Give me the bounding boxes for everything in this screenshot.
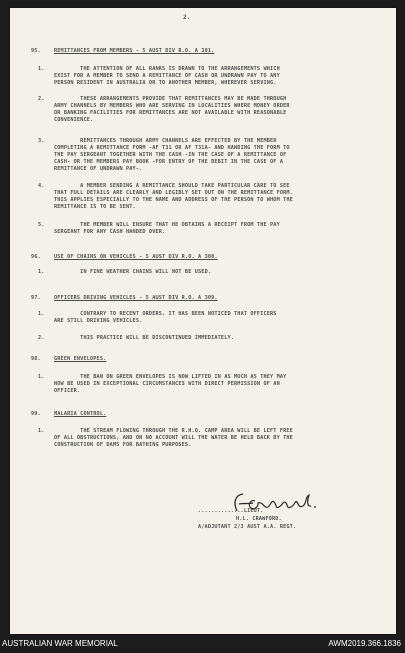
paragraph-line: THE ATTENTION OF ALL RANKS IS DRAWN TO THE ARRANGEMENTS WHICH bbox=[54, 66, 280, 72]
paragraph-line: THE PAY SERGEANT TOGETHER WITH THE CASH -IN THE CASE OF A REMITTANCE OF bbox=[54, 152, 287, 158]
paragraph-number: 3. bbox=[38, 138, 45, 144]
signatory-title: A/ADJUTANT 2/3 AUST A.A. REGT. bbox=[198, 524, 297, 530]
catalogue-number: AWM2019.366.1836 bbox=[328, 639, 401, 648]
paragraph-line: THIS APPLIES ESPECIALLY TO THE NAME AND ADDRESS OF THE PERSON TO WHOM THE bbox=[54, 197, 293, 203]
paragraph-number: 1. bbox=[38, 269, 45, 275]
paragraph-line: A MEMBER SENDING A REMITTANCE SHOULD TAKE PARTICULAR CARE TO SEE bbox=[54, 183, 290, 189]
paragraph-line: IN FINE WEATHER CHAINS WILL NOT BE USED. bbox=[54, 269, 212, 275]
section-number: 95. bbox=[31, 48, 41, 54]
paragraph-number: 1. bbox=[38, 66, 45, 72]
paragraph-number: 5. bbox=[38, 222, 45, 228]
paragraph-line: ARMY CHANNELS BY MEMBERS WHO ARE SERVING IN LOCALITIES WHERE MONEY ORDER bbox=[54, 103, 290, 109]
paragraph-number: 1. bbox=[38, 428, 45, 434]
paragraph-line: CASH- OR THE MEMBERS PAY BOOK -FOR ENTRY OF THE DEBIT IN THE CASE OF A bbox=[54, 159, 284, 165]
paragraph-line: ARE STILL DRIVING VEHICLES. bbox=[54, 318, 143, 324]
paragraph-line: OF ALL OBSTRUCTIONS, AND ON NO ACCOUNT WILL THE WATER BE HELD BACK BY THE bbox=[54, 435, 293, 441]
section-number: 96. bbox=[31, 254, 41, 260]
paragraph-line: OR BANKING FACILITIES FOR REMITTANCES ARE NOT AVAILABLE WITH REASONABLE bbox=[54, 110, 287, 116]
paragraph-line: OFFICER. bbox=[54, 388, 81, 394]
section-heading: MALARIA CONTROL. bbox=[54, 411, 107, 417]
paragraph-line: PERSON RESIDENT IN AUSTRALIA OR TO ANOTHER MEMBER, WHEREVER SERVING. bbox=[54, 80, 277, 86]
paragraph-line: SERGEANT FOR ANY CASH HANDED OVER. bbox=[54, 229, 166, 235]
paragraph-number: 4. bbox=[38, 183, 45, 189]
page-number: 2. bbox=[183, 14, 191, 21]
paragraph-line: THE BAN ON GREEN ENVELOPES IS NOW LIFTED IN AS MUCH AS THEY MAY bbox=[54, 374, 287, 380]
paragraph-line: THE STREAM FLOWING THROUGH THE R.H.Q. CAMP AREA WILL BE LEFT FREE bbox=[54, 428, 293, 434]
section-heading: GREEN ENVELOPES. bbox=[54, 356, 107, 362]
paragraph-line: REMITTANCES THROUGH ARMY CHANNELS ARE EFFECTED BY THE MEMBER bbox=[54, 138, 277, 144]
section-heading: OFFICERS DRIVING VEHICLES - 5 AUST DIV R.O. A 309. bbox=[54, 295, 218, 301]
paragraph-number: 1. bbox=[38, 311, 45, 317]
paragraph-number: 2. bbox=[38, 335, 45, 341]
paragraph-line: THESE ARRANGEMENTS PROVIDE THAT REMITTANCES MAY BE MADE THROUGH bbox=[54, 96, 287, 102]
paragraph-number: 2. bbox=[38, 96, 45, 102]
paragraph-line: CONTRARY TO RECENT ORDERS, IT HAS BEEN NOTICED THAT OFFICERS bbox=[54, 311, 277, 317]
paragraph-line: COMPLETING A REMITTANCE FORM -AF T31 OR AF T31A- AND HANDING THE FORM TO bbox=[54, 145, 290, 151]
section-number: 99. bbox=[31, 411, 41, 417]
paragraph-line: REMITTANCE IS TO BE SENT. bbox=[54, 204, 136, 210]
institution-name: AUSTRALIAN WAR MEMORIAL bbox=[2, 639, 118, 648]
paragraph-line: THE MEMBER WILL ENSURE THAT HE OBTAINS A RECEIPT FROM THE PAY bbox=[54, 222, 280, 228]
paragraph-line: THIS PRACTICE WILL BE DISCONTINUED IMMEDIATELY. bbox=[54, 335, 235, 341]
paragraph-number: 1. bbox=[38, 374, 45, 380]
handwritten-signature bbox=[225, 491, 325, 519]
section-heading: USE OF CHAINS ON VEHICLES - 5 AUST DIV R.O. A 308. bbox=[54, 254, 218, 260]
footer-bar bbox=[0, 635, 405, 653]
paragraph-line: CONSTRUCTION OF DAMS FOR BATHING PURPOSES. bbox=[54, 442, 192, 448]
signatory-name: H.L. CRAWFORD. bbox=[236, 516, 282, 522]
paragraph-line: REMITTANCE OF UNDRAWN PAY-. bbox=[54, 166, 143, 172]
paragraph-line: CONVENIENCE. bbox=[54, 117, 94, 123]
paragraph-line: NOW BE USED IN EXCEPTIONAL CIRCUMSTANCES WITH DIRECT PERMISSION OF AN bbox=[54, 381, 280, 387]
signature-line: ..............LIEUT. bbox=[198, 508, 264, 514]
paragraph-line: EXIST FOR A MEMBER TO SEND A REMITTANCE OF CASH OR UNDRAWN PAY TO ANY bbox=[54, 73, 280, 79]
section-heading: REMITTANCES FROM MEMBERS - 5 AUST DIV R.O. A 301. bbox=[54, 48, 215, 54]
section-number: 98. bbox=[31, 356, 41, 362]
paragraph-line: THAT FULL DETAILS ARE CLEARLY AND LEGIBLY SET OUT ON THE REMITTANCE FORM. bbox=[54, 190, 293, 196]
section-number: 97. bbox=[31, 295, 41, 301]
